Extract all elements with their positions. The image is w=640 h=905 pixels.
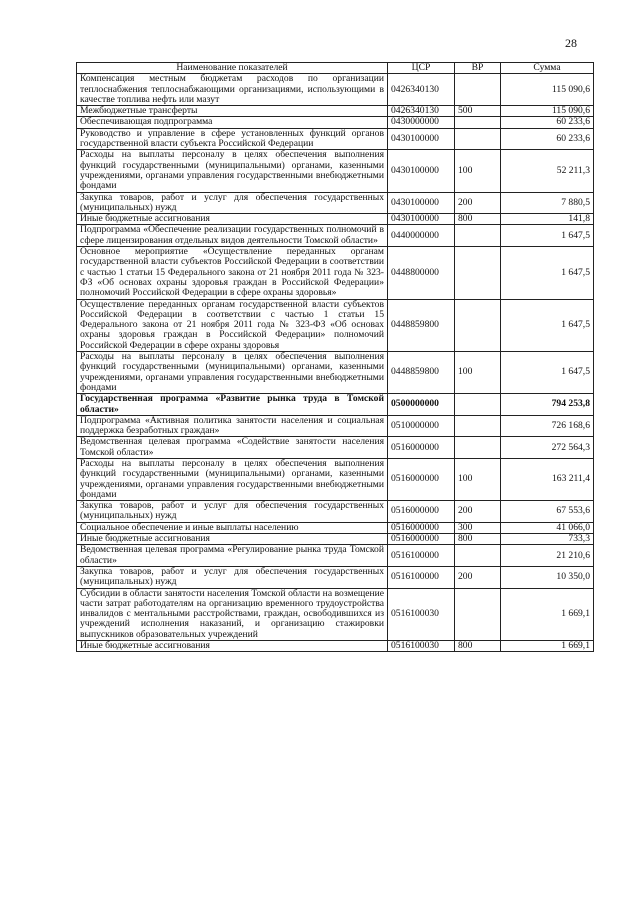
cell-csr: 0510000000 xyxy=(388,415,455,437)
cell-sum: 52 211,3 xyxy=(501,150,594,192)
table-body xyxy=(77,74,594,652)
cell-name: Расходы на выплаты персоналу в целях обеспечения выполнения функций государственными (муниципальными) органами, казенными учреждениями, органами управления государственными внебюджетными фондами xyxy=(77,150,388,192)
cell-vr xyxy=(455,415,501,437)
table-row xyxy=(77,128,594,150)
cell-name: Иные бюджетные ассигнования xyxy=(77,214,388,225)
cell-vr xyxy=(455,117,501,128)
cell-vr: 500 xyxy=(455,106,501,117)
cell-sum: 115 090,6 xyxy=(501,106,594,117)
cell-name: Обеспечивающая подпрограмма xyxy=(77,117,388,128)
table-row xyxy=(77,225,594,247)
table-row xyxy=(77,117,594,128)
table-row xyxy=(77,545,594,567)
table-row xyxy=(77,458,594,500)
table-row xyxy=(77,641,594,652)
cell-csr: 0430000000 xyxy=(388,117,455,128)
cell-name: Руководство и управление в сфере установленных функций органов государственной власти субъекта Российской Федерации xyxy=(77,128,388,150)
cell-vr xyxy=(455,545,501,567)
cell-name: Иные бюджетные ассигнования xyxy=(77,534,388,545)
cell-name: Основное мероприятие «Осуществление переданных органам государственной власти субъектов Российской Федерации в соответствии с частью 1 статьи 15 Федерального закона от 21 ноября 2011 года № 323-ФЗ «Об основах охраны здоровья граждан в Российской Федерации» полномочий Российской Федерации в сфере охраны здоровья» xyxy=(77,247,388,299)
cell-name: Закупка товаров, работ и услуг для обеспечения государственных (муниципальных) нужд xyxy=(77,501,388,523)
table-row xyxy=(77,566,594,588)
cell-sum: 1 647,5 xyxy=(501,247,594,299)
cell-name: Субсидии в области занятости населения Томской области на возмещение части затрат работодателям на организацию временного трудоустройства инвалидов с ментальными расстройствами, граждан, освободившихся из учреждений исполнения наказаний, и организацию стажировки выпускников образовательных учреждений xyxy=(77,588,388,640)
cell-vr: 100 xyxy=(455,150,501,192)
cell-name: Подпрограмма «Обеспечение реализации государственных полномочий в сфере лицензирования отдельных видов деятельности Томской области» xyxy=(77,225,388,247)
cell-vr: 800 xyxy=(455,641,501,652)
table-row xyxy=(77,150,594,192)
cell-sum: 21 210,6 xyxy=(501,545,594,567)
cell-csr: 0426340130 xyxy=(388,74,455,106)
cell-csr: 0516000000 xyxy=(388,437,455,459)
cell-sum: 141,8 xyxy=(501,214,594,225)
cell-name: Ведомственная целевая программа «Регулирование рынка труда Томской области» xyxy=(77,545,388,567)
cell-sum: 733,3 xyxy=(501,534,594,545)
cell-name: Закупка товаров, работ и услуг для обеспечения государственных (муниципальных) нужд xyxy=(77,192,388,214)
cell-sum: 1 669,1 xyxy=(501,588,594,640)
table-row xyxy=(77,352,594,394)
cell-sum: 1 647,5 xyxy=(501,352,594,394)
cell-sum: 10 350,0 xyxy=(501,566,594,588)
cell-vr: 800 xyxy=(455,214,501,225)
table-row xyxy=(77,299,594,351)
cell-vr: 800 xyxy=(455,534,501,545)
cell-csr: 0516100000 xyxy=(388,566,455,588)
cell-name: Расходы на выплаты персоналу в целях обеспечения выполнения функций государственными (муниципальными) органами, казенными учреждениями, органами управления государственными внебюджетными фондами xyxy=(77,458,388,500)
cell-name: Социальное обеспечение и иные выплаты населению xyxy=(77,522,388,533)
cell-sum: 60 233,6 xyxy=(501,128,594,150)
table-header-row xyxy=(77,63,594,74)
cell-csr: 0516000000 xyxy=(388,458,455,500)
table-row xyxy=(77,501,594,523)
cell-vr: 100 xyxy=(455,352,501,394)
cell-csr: 0448800000 xyxy=(388,247,455,299)
cell-sum: 726 168,6 xyxy=(501,415,594,437)
cell-sum: 41 066,0 xyxy=(501,522,594,533)
cell-csr: 0516000000 xyxy=(388,534,455,545)
page-number: 28 xyxy=(565,36,577,50)
cell-csr: 0516100030 xyxy=(388,641,455,652)
table-row xyxy=(77,437,594,459)
cell-vr: 200 xyxy=(455,566,501,588)
header-csr: ЦСР xyxy=(388,63,455,74)
cell-csr: 0430100000 xyxy=(388,150,455,192)
cell-name: Закупка товаров, работ и услуг для обеспечения государственных (муниципальных) нужд xyxy=(77,566,388,588)
cell-name: Государственная программа «Развитие рынка труда в Томской области» xyxy=(77,394,388,416)
cell-name: Межбюджетные трансферты xyxy=(77,106,388,117)
header-sum: Сумма xyxy=(501,63,594,74)
cell-csr: 0516000000 xyxy=(388,522,455,533)
cell-csr: 0440000000 xyxy=(388,225,455,247)
cell-vr: 200 xyxy=(455,501,501,523)
cell-vr xyxy=(455,128,501,150)
table-row xyxy=(77,74,594,106)
cell-vr xyxy=(455,225,501,247)
table-row xyxy=(77,394,594,416)
cell-sum: 7 880,5 xyxy=(501,192,594,214)
header-indicator-name: Наименование показателей xyxy=(77,63,388,74)
header-vr: ВР xyxy=(455,63,501,74)
cell-csr: 0448859800 xyxy=(388,352,455,394)
cell-sum: 794 253,8 xyxy=(501,394,594,416)
cell-vr: 100 xyxy=(455,458,501,500)
cell-sum: 163 211,4 xyxy=(501,458,594,500)
budget-table xyxy=(76,62,594,652)
cell-csr: 0426340130 xyxy=(388,106,455,117)
cell-vr xyxy=(455,299,501,351)
cell-csr: 0430100000 xyxy=(388,214,455,225)
cell-vr: 300 xyxy=(455,522,501,533)
cell-csr: 0516100000 xyxy=(388,545,455,567)
cell-name: Подпрограмма «Активная политика занятости населения и социальная поддержка безработных граждан» xyxy=(77,415,388,437)
cell-sum: 115 090,6 xyxy=(501,74,594,106)
cell-name: Расходы на выплаты персоналу в целях обеспечения выполнения функций государственными (муниципальными) органами, казенными учреждениями, органами управления государственными внебюджетными фондами xyxy=(77,352,388,394)
cell-sum: 67 553,6 xyxy=(501,501,594,523)
cell-vr: 200 xyxy=(455,192,501,214)
table-row xyxy=(77,214,594,225)
cell-csr: 0448859800 xyxy=(388,299,455,351)
cell-sum: 60 233,6 xyxy=(501,117,594,128)
cell-name: Ведомственная целевая программа «Содействие занятости населения Томской области» xyxy=(77,437,388,459)
cell-name: Компенсация местным бюджетам расходов по организации теплоснабжения теплоснабжающими организациями, использующими в качестве топлива нефть или мазут xyxy=(77,74,388,106)
cell-vr xyxy=(455,437,501,459)
table-row xyxy=(77,415,594,437)
table-row xyxy=(77,534,594,545)
cell-vr xyxy=(455,394,501,416)
table-row xyxy=(77,522,594,533)
cell-name: Иные бюджетные ассигнования xyxy=(77,641,388,652)
cell-csr: 0430100000 xyxy=(388,128,455,150)
cell-sum: 1 647,5 xyxy=(501,225,594,247)
cell-csr: 0500000000 xyxy=(388,394,455,416)
table-row xyxy=(77,588,594,640)
cell-vr xyxy=(455,588,501,640)
cell-csr: 0516000000 xyxy=(388,501,455,523)
cell-vr xyxy=(455,74,501,106)
cell-sum: 1 647,5 xyxy=(501,299,594,351)
cell-sum: 272 564,3 xyxy=(501,437,594,459)
table-row xyxy=(77,247,594,299)
cell-csr: 0516100030 xyxy=(388,588,455,640)
cell-sum: 1 669,1 xyxy=(501,641,594,652)
cell-vr xyxy=(455,247,501,299)
table-row xyxy=(77,106,594,117)
table-row xyxy=(77,192,594,214)
cell-name: Осуществление переданных органам государственной власти субъектов Российской Федерации в соответствии с частью 1 статьи 15 Федерального закона от 21 ноября 2011 года № 323-ФЗ «Об основах охраны здоровья граждан в Российской Федерации» полномочий Российской Федерации в сфере охраны здоровья xyxy=(77,299,388,351)
cell-csr: 0430100000 xyxy=(388,192,455,214)
